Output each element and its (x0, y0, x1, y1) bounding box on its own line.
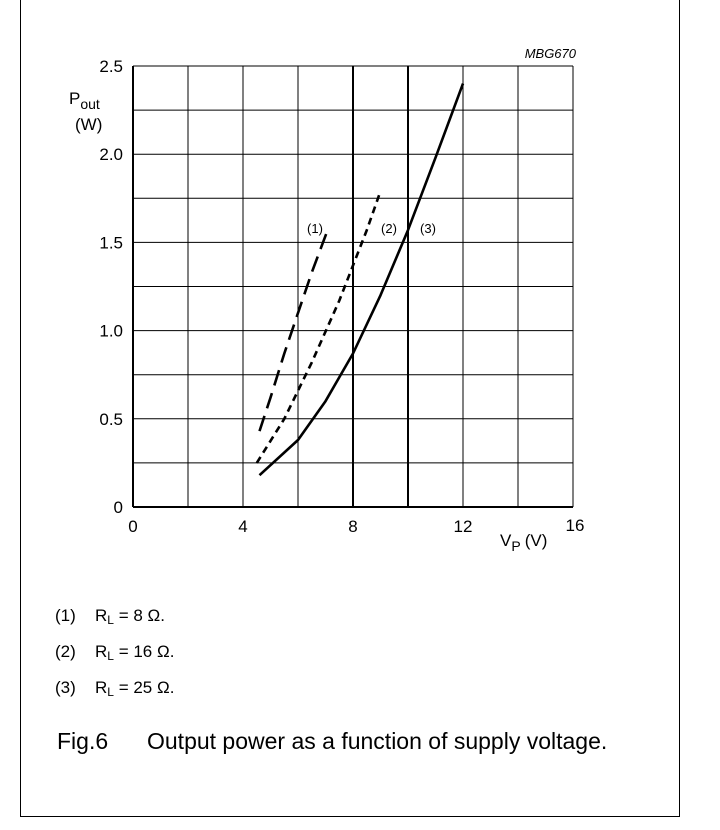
legend-item (55, 672, 174, 708)
legend-value: = 16 Ω. (118, 642, 175, 661)
legend (55, 600, 174, 708)
legend-number: (3) (55, 678, 76, 697)
series-label: (1) (307, 221, 323, 236)
y-tick-label: 0 (113, 498, 123, 517)
chart-code: MBG670 (524, 46, 576, 61)
series-lines (257, 84, 463, 476)
tick-labels (99, 57, 584, 536)
y-tick-label: 2.0 (99, 145, 123, 165)
series-line (260, 84, 464, 476)
figure-number: Fig.6 (57, 728, 109, 754)
y-axis-unit: (W) (75, 115, 103, 134)
grid (133, 66, 573, 507)
legend-sub: L (107, 685, 114, 699)
x-tick-label: 8 (348, 517, 358, 536)
y-tick-label: 2.5 (99, 57, 123, 76)
legend-sub: L (107, 649, 114, 663)
y-tick-label: 1.0 (99, 321, 123, 341)
legend-r: R (95, 606, 108, 625)
figure-caption (57, 726, 617, 757)
caption-text: Output power as a function of supply voltage. (147, 728, 608, 754)
x-tick-label: 16 (565, 516, 585, 535)
legend-sub: L (107, 613, 114, 627)
y-tick-label: 0.5 (99, 409, 123, 429)
x-tick-label: 12 (453, 517, 473, 536)
legend-number: (1) (55, 606, 76, 625)
series-label: (2) (381, 221, 397, 236)
x-tick-label: 4 (238, 517, 248, 536)
series-label: (3) (420, 221, 436, 236)
legend-item (55, 636, 174, 672)
series-labels (307, 221, 436, 236)
y-tick-label: 1.5 (99, 233, 123, 253)
x-axis-label: $V_P$ (V) (500, 531, 548, 554)
legend-value: = 8 Ω. (118, 606, 165, 625)
legend-number: (2) (55, 642, 76, 661)
x-tick-label: 0 (128, 517, 138, 536)
legend-item (55, 600, 174, 636)
legend-r: R (95, 678, 108, 697)
legend-r: R (95, 642, 108, 661)
legend-value: = 25 Ω. (118, 678, 175, 697)
y-axis-label: $P_{out}$ (69, 89, 100, 112)
